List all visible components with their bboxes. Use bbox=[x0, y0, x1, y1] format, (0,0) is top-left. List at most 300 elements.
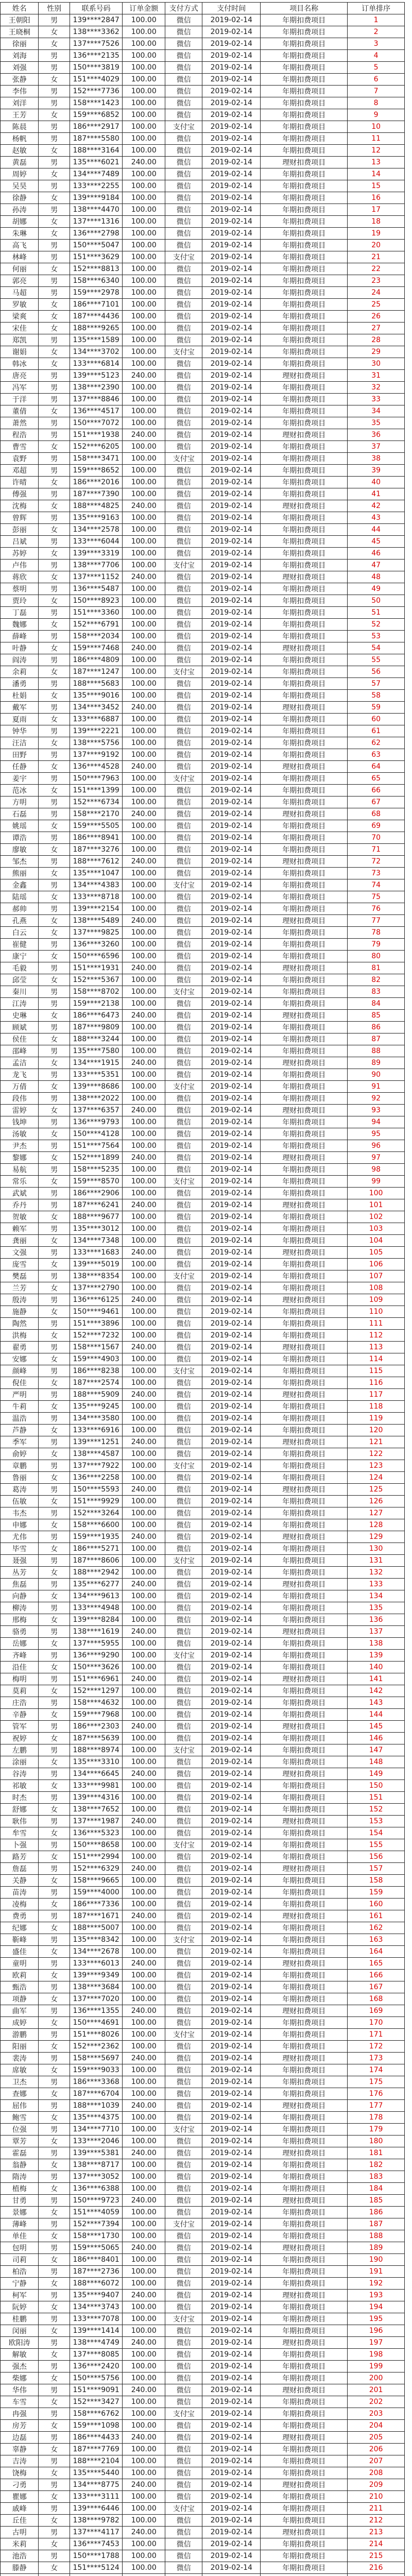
cell-item[interactable]: 年期扣费项目 bbox=[261, 1330, 348, 1342]
cell-phone[interactable]: 158****2170 bbox=[70, 808, 123, 820]
table-row[interactable] bbox=[1, 251, 405, 263]
cell-item[interactable]: 理财扣费项目 bbox=[261, 1626, 348, 1638]
cell-pay-method[interactable]: 微信 bbox=[165, 808, 202, 820]
cell-name[interactable]: 董倩 bbox=[1, 405, 39, 417]
cell-amount[interactable]: 100.00 bbox=[123, 382, 165, 394]
cell-order-rank[interactable]: 43 bbox=[348, 512, 405, 524]
cell-sex[interactable]: 女 bbox=[39, 2562, 70, 2574]
cell-order-rank[interactable]: 129 bbox=[348, 1531, 405, 1543]
cell-sex[interactable]: 女 bbox=[39, 619, 70, 631]
cell-sex[interactable]: 女 bbox=[39, 951, 70, 962]
cell-sex[interactable]: 女 bbox=[39, 1259, 70, 1270]
cell-pay-method[interactable]: 支付宝 bbox=[165, 121, 202, 133]
cell-order-rank[interactable]: 82 bbox=[348, 974, 405, 986]
cell-name[interactable]: 祁敏 bbox=[1, 1780, 39, 1792]
cell-order-rank[interactable]: 158 bbox=[348, 1875, 405, 1887]
cell-pay-method[interactable]: 微信 bbox=[165, 1899, 202, 1910]
cell-name[interactable]: 欧莉 bbox=[1, 1970, 39, 1981]
table-row[interactable] bbox=[1, 1081, 405, 1093]
cell-phone[interactable]: 136****9290 bbox=[70, 1650, 123, 1662]
cell-amount[interactable]: 100.00 bbox=[123, 1638, 165, 1650]
cell-order-rank[interactable]: 55 bbox=[348, 654, 405, 666]
cell-pay-method[interactable]: 微信 bbox=[165, 631, 202, 642]
cell-sex[interactable]: 男 bbox=[39, 583, 70, 595]
cell-amount[interactable]: 100.00 bbox=[123, 998, 165, 1010]
cell-sex[interactable]: 女 bbox=[39, 1211, 70, 1223]
cell-amount[interactable] bbox=[123, 2574, 165, 2576]
cell-phone[interactable]: 151****3360 bbox=[70, 607, 123, 619]
cell-sex[interactable]: 男 bbox=[39, 382, 70, 394]
cell-pay-time[interactable]: 2019-02-14 bbox=[202, 1993, 261, 2005]
cell-order-rank[interactable]: 210 bbox=[348, 2491, 405, 2503]
cell-order-rank[interactable]: 54 bbox=[348, 642, 405, 654]
cell-phone[interactable]: 139****8284 bbox=[70, 1614, 123, 1626]
table-row[interactable] bbox=[1, 1614, 405, 1626]
cell-pay-time[interactable]: 2019-02-14 bbox=[202, 737, 261, 749]
cell-item[interactable]: 年期扣费项目 bbox=[261, 595, 348, 607]
cell-item[interactable]: 年期扣费项目 bbox=[261, 1022, 348, 1033]
cell-item[interactable]: 年期扣费项目 bbox=[261, 2254, 348, 2266]
cell-sex[interactable]: 男 bbox=[39, 832, 70, 844]
cell-amount[interactable]: 100.00 bbox=[123, 939, 165, 951]
cell-pay-method[interactable]: 支付宝 bbox=[165, 986, 202, 998]
table-row[interactable] bbox=[1, 2017, 405, 2029]
table-row[interactable] bbox=[1, 38, 405, 50]
cell-name[interactable]: 安娜 bbox=[1, 1353, 39, 1365]
cell-pay-method[interactable]: 微信 bbox=[165, 2479, 202, 2491]
cell-sex[interactable]: 男 bbox=[39, 1164, 70, 1176]
cell-pay-time[interactable]: 2019-02-14 bbox=[202, 844, 261, 856]
cell-pay-time[interactable]: 2019-02-14 bbox=[202, 2218, 261, 2230]
cell-phone[interactable]: 135****1589 bbox=[70, 334, 123, 346]
cell-pay-method[interactable]: 微信 bbox=[165, 1733, 202, 1744]
cell-sex[interactable]: 男 bbox=[39, 394, 70, 405]
cell-pay-method[interactable]: 微信 bbox=[165, 1863, 202, 1875]
cell-amount[interactable]: 100.00 bbox=[123, 2041, 165, 2053]
cell-pay-time[interactable]: 2019-02-14 bbox=[202, 1116, 261, 1128]
table-row[interactable] bbox=[1, 1792, 405, 1804]
cell-pay-method[interactable]: 微信 bbox=[165, 642, 202, 654]
cell-item[interactable]: 年期扣费项目 bbox=[261, 2515, 348, 2527]
table-row[interactable] bbox=[1, 1176, 405, 1188]
cell-pay-time[interactable]: 2019-02-14 bbox=[202, 2100, 261, 2112]
cell-pay-method[interactable]: 微信 bbox=[165, 2195, 202, 2207]
cell-name[interactable]: 史琳 bbox=[1, 1010, 39, 1022]
cell-order-rank[interactable]: 131 bbox=[348, 1555, 405, 1567]
cell-sex[interactable]: 女 bbox=[39, 2183, 70, 2195]
cell-amount[interactable]: 240.00 bbox=[123, 2337, 165, 2349]
cell-name[interactable]: 时杰 bbox=[1, 1792, 39, 1804]
cell-pay-method[interactable]: 微信 bbox=[165, 192, 202, 204]
cell-item[interactable]: 理财扣费项目 bbox=[261, 1579, 348, 1590]
table-row[interactable] bbox=[1, 287, 405, 299]
cell-phone[interactable]: 133****8718 bbox=[70, 891, 123, 903]
cell-name[interactable]: 赵敏 bbox=[1, 145, 39, 157]
cell-phone[interactable]: 188****3244 bbox=[70, 1033, 123, 1045]
cell-order-rank[interactable]: 214 bbox=[348, 2538, 405, 2550]
cell-name[interactable]: 姜宇 bbox=[1, 773, 39, 785]
cell-name[interactable]: 齐峰 bbox=[1, 1650, 39, 1662]
cell-pay-time[interactable] bbox=[202, 2574, 261, 2576]
cell-pay-time[interactable]: 2019-02-14 bbox=[202, 1342, 261, 1353]
table-row[interactable] bbox=[1, 62, 405, 74]
cell-pay-method[interactable]: 微信 bbox=[165, 1116, 202, 1128]
cell-item[interactable]: 年期扣费项目 bbox=[261, 1033, 348, 1045]
cell-sex[interactable]: 男 bbox=[39, 536, 70, 548]
cell-sex[interactable]: 女 bbox=[39, 868, 70, 879]
cell-name[interactable]: 屈伟 bbox=[1, 2100, 39, 2112]
cell-sex[interactable]: 女 bbox=[39, 1733, 70, 1744]
cell-amount[interactable]: 100.00 bbox=[123, 2266, 165, 2278]
cell-phone[interactable]: 139****5381 bbox=[70, 2147, 123, 2159]
cell-item[interactable]: 年期扣费项目 bbox=[261, 2112, 348, 2124]
cell-order-rank[interactable]: 106 bbox=[348, 1259, 405, 1270]
table-row[interactable] bbox=[1, 2527, 405, 2538]
cell-name[interactable]: 段伟 bbox=[1, 1093, 39, 1105]
cell-sex[interactable]: 男 bbox=[39, 2432, 70, 2444]
cell-pay-time[interactable]: 2019-02-14 bbox=[202, 1247, 261, 1259]
table-row[interactable] bbox=[1, 619, 405, 631]
cell-item[interactable]: 理财扣费项目 bbox=[261, 2147, 348, 2159]
cell-name[interactable]: 莫莉 bbox=[1, 1685, 39, 1697]
cell-order-rank[interactable]: 112 bbox=[348, 1330, 405, 1342]
cell-order-rank[interactable]: 92 bbox=[348, 1093, 405, 1105]
table-row[interactable] bbox=[1, 2420, 405, 2432]
cell-pay-time[interactable]: 2019-02-14 bbox=[202, 157, 261, 168]
cell-name[interactable]: 韦杰 bbox=[1, 1507, 39, 1519]
cell-pay-time[interactable]: 2019-02-14 bbox=[202, 1306, 261, 1318]
cell-name[interactable]: 费勇 bbox=[1, 1910, 39, 1922]
table-row[interactable] bbox=[1, 2005, 405, 2017]
cell-order-rank[interactable]: 215 bbox=[348, 2550, 405, 2562]
cell-pay-time[interactable]: 2019-02-14 bbox=[202, 358, 261, 370]
cell-pay-time[interactable]: 2019-02-14 bbox=[202, 2017, 261, 2029]
cell-order-rank[interactable]: 151 bbox=[348, 1792, 405, 1804]
cell-amount[interactable]: 100.00 bbox=[123, 240, 165, 251]
cell-sex[interactable]: 男 bbox=[39, 1958, 70, 1970]
table-row[interactable] bbox=[1, 2136, 405, 2147]
cell-pay-time[interactable]: 2019-02-14 bbox=[202, 1176, 261, 1188]
cell-phone[interactable]: 139****3319 bbox=[70, 548, 123, 560]
cell-name[interactable]: 路芳 bbox=[1, 1851, 39, 1863]
cell-item[interactable]: 年期扣费项目 bbox=[261, 1839, 348, 1851]
cell-phone[interactable]: 133****2046 bbox=[70, 2136, 123, 2147]
cell-name[interactable]: 林峰 bbox=[1, 251, 39, 263]
cell-pay-time[interactable]: 2019-02-14 bbox=[202, 1899, 261, 1910]
cell-name[interactable]: 洪梅 bbox=[1, 1330, 39, 1342]
cell-order-rank[interactable]: 196 bbox=[348, 2325, 405, 2337]
cell-item[interactable]: 年期扣费项目 bbox=[261, 1045, 348, 1057]
table-row[interactable] bbox=[1, 1105, 405, 1116]
cell-name[interactable]: 骆勇 bbox=[1, 1626, 39, 1638]
table-row[interactable] bbox=[1, 2278, 405, 2290]
cell-phone[interactable]: 137****3052 bbox=[70, 2171, 123, 2183]
cell-phone[interactable]: 158****2034 bbox=[70, 631, 123, 642]
cell-pay-time[interactable]: 2019-02-14 bbox=[202, 1875, 261, 1887]
cell-sex[interactable]: 女 bbox=[39, 785, 70, 796]
cell-order-rank[interactable]: 102 bbox=[348, 1211, 405, 1223]
table-row[interactable] bbox=[1, 1626, 405, 1638]
cell-item[interactable]: 年期扣费项目 bbox=[261, 1507, 348, 1519]
cell-sex[interactable]: 女 bbox=[39, 844, 70, 856]
cell-name[interactable]: 兰芳 bbox=[1, 1282, 39, 1294]
cell-item[interactable]: 年期扣费项目 bbox=[261, 2467, 348, 2479]
table-row[interactable] bbox=[1, 1294, 405, 1306]
cell-amount[interactable]: 100.00 bbox=[123, 2550, 165, 2562]
cell-pay-time[interactable]: 2019-02-14 bbox=[202, 2124, 261, 2136]
cell-item[interactable]: 年期扣费项目 bbox=[261, 1306, 348, 1318]
cell-phone[interactable]: 135****6021 bbox=[70, 157, 123, 168]
cell-pay-time[interactable]: 2019-02-14 bbox=[202, 204, 261, 216]
cell-name[interactable]: 袁野 bbox=[1, 453, 39, 465]
cell-sex[interactable]: 女 bbox=[39, 1235, 70, 1247]
cell-pay-time[interactable]: 2019-02-14 bbox=[202, 1057, 261, 1069]
cell-item[interactable]: 理财扣费项目 bbox=[261, 1958, 348, 1970]
cell-name[interactable]: 魏娜 bbox=[1, 619, 39, 631]
cell-item[interactable]: 年期扣费项目 bbox=[261, 2278, 348, 2290]
cell-pay-method[interactable]: 微信 bbox=[165, 1993, 202, 2005]
cell-item[interactable]: 年期扣费项目 bbox=[261, 796, 348, 808]
cell-name[interactable]: 鲁丽 bbox=[1, 1472, 39, 1484]
cell-item[interactable]: 理财扣费项目 bbox=[261, 761, 348, 773]
cell-item[interactable]: 年期扣费项目 bbox=[261, 1685, 348, 1697]
cell-order-rank[interactable]: 71 bbox=[348, 844, 405, 856]
cell-item[interactable]: 年期扣费项目 bbox=[261, 1614, 348, 1626]
cell-pay-time[interactable]: 2019-02-14 bbox=[202, 2254, 261, 2266]
cell-order-rank[interactable]: 189 bbox=[348, 2242, 405, 2254]
cell-item[interactable]: 年期扣费项目 bbox=[261, 939, 348, 951]
cell-phone[interactable]: 187****9809 bbox=[70, 1022, 123, 1033]
cell-phone[interactable]: 186****8238 bbox=[70, 1365, 123, 1377]
cell-phone[interactable]: 150****3626 bbox=[70, 1662, 123, 1673]
cell-name[interactable]: 谢娟 bbox=[1, 346, 39, 358]
cell-pay-method[interactable]: 微信 bbox=[165, 2349, 202, 2361]
cell-pay-time[interactable]: 2019-02-14 bbox=[202, 2503, 261, 2515]
cell-order-rank[interactable]: 132 bbox=[348, 1567, 405, 1579]
cell-item[interactable]: 年期扣费项目 bbox=[261, 903, 348, 915]
cell-amount[interactable]: 100.00 bbox=[123, 394, 165, 405]
cell-pay-method[interactable]: 微信 bbox=[165, 2444, 202, 2455]
cell-item[interactable]: 理财扣费项目 bbox=[261, 808, 348, 820]
cell-pay-method[interactable]: 微信 bbox=[165, 903, 202, 915]
cell-pay-time[interactable]: 2019-02-14 bbox=[202, 642, 261, 654]
cell-pay-time[interactable]: 2019-02-14 bbox=[202, 1567, 261, 1579]
cell-item[interactable]: 年期扣费项目 bbox=[261, 2207, 348, 2218]
cell-item[interactable]: 年期扣费项目 bbox=[261, 1744, 348, 1756]
cell-pay-time[interactable]: 2019-02-14 bbox=[202, 1981, 261, 1993]
cell-amount[interactable]: 100.00 bbox=[123, 903, 165, 915]
cell-name[interactable]: 裴涛 bbox=[1, 2053, 39, 2064]
cell-amount[interactable]: 240.00 bbox=[123, 571, 165, 583]
cell-name[interactable]: 章鹏 bbox=[1, 1460, 39, 1472]
cell-pay-time[interactable]: 2019-02-14 bbox=[202, 998, 261, 1010]
cell-pay-method[interactable]: 支付宝 bbox=[165, 560, 202, 571]
cell-name[interactable]: 童明 bbox=[1, 1958, 39, 1970]
cell-sex[interactable]: 女 bbox=[39, 1152, 70, 1164]
table-row[interactable] bbox=[1, 2207, 405, 2218]
cell-order-rank[interactable]: 211 bbox=[348, 2503, 405, 2515]
table-row[interactable] bbox=[1, 240, 405, 251]
cell-pay-method[interactable]: 微信 bbox=[165, 275, 202, 287]
table-row[interactable] bbox=[1, 725, 405, 737]
table-row[interactable] bbox=[1, 2171, 405, 2183]
cell-pay-method[interactable]: 微信 bbox=[165, 761, 202, 773]
cell-order-rank[interactable]: 121 bbox=[348, 1436, 405, 1448]
cell-item[interactable]: 理财扣费项目 bbox=[261, 1010, 348, 1022]
table-row[interactable] bbox=[1, 2064, 405, 2076]
cell-item[interactable]: 年期扣费项目 bbox=[261, 1709, 348, 1721]
cell-order-rank[interactable]: 46 bbox=[348, 548, 405, 560]
cell-phone[interactable]: 158****9665 bbox=[70, 1875, 123, 1887]
table-row[interactable] bbox=[1, 1045, 405, 1057]
cell-name[interactable]: 吉涛 bbox=[1, 2455, 39, 2467]
cell-phone[interactable]: 136****2135 bbox=[70, 50, 123, 62]
cell-pay-time[interactable]: 2019-02-14 bbox=[202, 1496, 261, 1507]
cell-pay-method[interactable]: 支付宝 bbox=[165, 251, 202, 263]
cell-sex[interactable]: 男 bbox=[39, 1910, 70, 1922]
cell-phone[interactable]: 139****2221 bbox=[70, 725, 123, 737]
cell-pay-time[interactable]: 2019-02-14 bbox=[202, 1164, 261, 1176]
cell-name[interactable]: 关静 bbox=[1, 1875, 39, 1887]
cell-pay-method[interactable]: 微信 bbox=[165, 998, 202, 1010]
cell-order-rank[interactable]: 187 bbox=[348, 2218, 405, 2230]
cell-phone[interactable]: 136****6388 bbox=[70, 2183, 123, 2195]
cell-pay-time[interactable]: 2019-02-14 bbox=[202, 690, 261, 702]
cell-pay-time[interactable]: 2019-02-14 bbox=[202, 2432, 261, 2444]
cell-order-rank[interactable]: 98 bbox=[348, 1164, 405, 1176]
cell-amount[interactable]: 240.00 bbox=[123, 1199, 165, 1211]
cell-pay-time[interactable]: 2019-02-14 bbox=[202, 1602, 261, 1614]
cell-pay-time[interactable]: 2019-02-14 bbox=[202, 1673, 261, 1685]
cell-amount[interactable]: 100.00 bbox=[123, 453, 165, 465]
cell-amount[interactable]: 100.00 bbox=[123, 121, 165, 133]
cell-name[interactable]: 温浩 bbox=[1, 1413, 39, 1425]
table-row[interactable] bbox=[1, 1353, 405, 1365]
cell-name[interactable]: 柳涛 bbox=[1, 1602, 39, 1614]
header-cell-amount[interactable]: 订单金额 bbox=[123, 3, 165, 14]
cell-item[interactable]: 理财扣费项目 bbox=[261, 1768, 348, 1780]
table-row[interactable] bbox=[1, 1377, 405, 1389]
cell-amount[interactable]: 100.00 bbox=[123, 2515, 165, 2527]
cell-pay-method[interactable]: 微信 bbox=[165, 14, 202, 26]
cell-amount[interactable]: 100.00 bbox=[123, 1899, 165, 1910]
cell-name[interactable]: 席敏 bbox=[1, 2064, 39, 2076]
cell-pay-method[interactable]: 微信 bbox=[165, 2372, 202, 2384]
cell-sex[interactable]: 男 bbox=[39, 2171, 70, 2183]
cell-pay-time[interactable]: 2019-02-14 bbox=[202, 1721, 261, 1733]
cell-sex[interactable]: 男 bbox=[39, 1294, 70, 1306]
cell-item[interactable]: 年期扣费项目 bbox=[261, 228, 348, 240]
cell-name[interactable]: 卢伟 bbox=[1, 560, 39, 571]
cell-name[interactable]: 向静 bbox=[1, 1590, 39, 1602]
cell-order-rank[interactable]: 185 bbox=[348, 2195, 405, 2207]
cell-pay-method[interactable]: 微信 bbox=[165, 1638, 202, 1650]
cell-name[interactable]: 霍磊 bbox=[1, 2147, 39, 2159]
cell-pay-time[interactable]: 2019-02-14 bbox=[202, 1543, 261, 1555]
cell-pay-time[interactable]: 2019-02-14 bbox=[202, 1910, 261, 1922]
table-row[interactable] bbox=[1, 1199, 405, 1211]
cell-name[interactable]: 何丽 bbox=[1, 263, 39, 275]
cell-phone[interactable]: 188****5683 bbox=[70, 678, 123, 690]
cell-order-rank[interactable]: 65 bbox=[348, 773, 405, 785]
cell-item[interactable]: 年期扣费项目 bbox=[261, 14, 348, 26]
table-row[interactable] bbox=[1, 453, 405, 465]
cell-name[interactable]: 阮婷 bbox=[1, 2301, 39, 2313]
cell-item[interactable]: 理财扣费项目 bbox=[261, 2242, 348, 2254]
table-row[interactable] bbox=[1, 1472, 405, 1484]
cell-item[interactable]: 年期扣费项目 bbox=[261, 74, 348, 86]
cell-phone[interactable]: 187****1247 bbox=[70, 666, 123, 678]
cell-pay-method[interactable]: 微信 bbox=[165, 1697, 202, 1709]
cell-order-rank[interactable]: 145 bbox=[348, 1721, 405, 1733]
cell-pay-method[interactable]: 支付宝 bbox=[165, 1081, 202, 1093]
table-row[interactable] bbox=[1, 595, 405, 607]
cell-pay-method[interactable]: 微信 bbox=[165, 50, 202, 62]
cell-pay-time[interactable]: 2019-02-14 bbox=[202, 382, 261, 394]
cell-amount[interactable]: 100.00 bbox=[123, 548, 165, 560]
cell-item[interactable]: 年期扣费项目 bbox=[261, 346, 348, 358]
cell-item[interactable]: 年期扣费项目 bbox=[261, 287, 348, 299]
cell-order-rank[interactable]: 203 bbox=[348, 2408, 405, 2420]
cell-amount[interactable]: 100.00 bbox=[123, 2017, 165, 2029]
cell-order-rank[interactable]: 73 bbox=[348, 868, 405, 879]
cell-amount[interactable]: 100.00 bbox=[123, 1922, 165, 1934]
cell-sex[interactable]: 女 bbox=[39, 1851, 70, 1863]
cell-name[interactable]: 华伟 bbox=[1, 2384, 39, 2396]
table-row[interactable] bbox=[1, 737, 405, 749]
cell-order-rank[interactable]: 78 bbox=[348, 927, 405, 939]
table-row[interactable] bbox=[1, 441, 405, 453]
cell-name[interactable]: 罗敏 bbox=[1, 299, 39, 311]
cell-order-rank[interactable]: 15 bbox=[348, 180, 405, 192]
cell-name[interactable]: 戚峰 bbox=[1, 2503, 39, 2515]
cell-sex[interactable]: 女 bbox=[39, 1105, 70, 1116]
cell-pay-time[interactable]: 2019-02-14 bbox=[202, 2290, 261, 2301]
cell-order-rank[interactable]: 141 bbox=[348, 1673, 405, 1685]
cell-phone[interactable]: 159****2978 bbox=[70, 287, 123, 299]
cell-name[interactable]: 薄峰 bbox=[1, 2218, 39, 2230]
cell-pay-method[interactable]: 微信 bbox=[165, 2076, 202, 2088]
cell-phone[interactable]: 133****6916 bbox=[70, 1425, 123, 1436]
cell-item[interactable]: 年期扣费项目 bbox=[261, 1602, 348, 1614]
cell-pay-method[interactable]: 微信 bbox=[165, 2432, 202, 2444]
cell-amount[interactable]: 100.00 bbox=[123, 299, 165, 311]
cell-pay-time[interactable]: 2019-02-14 bbox=[202, 2183, 261, 2195]
cell-sex[interactable]: 男 bbox=[39, 1650, 70, 1662]
table-row[interactable] bbox=[1, 927, 405, 939]
cell-amount[interactable]: 240.00 bbox=[123, 1152, 165, 1164]
cell-name[interactable]: 邓超 bbox=[1, 465, 39, 477]
cell-item[interactable]: 理财扣费项目 bbox=[261, 2100, 348, 2112]
cell-order-rank[interactable]: 76 bbox=[348, 903, 405, 915]
cell-sex[interactable]: 男 bbox=[39, 50, 70, 62]
cell-pay-method[interactable]: 微信 bbox=[165, 1010, 202, 1022]
cell-pay-time[interactable]: 2019-02-14 bbox=[202, 773, 261, 785]
cell-amount[interactable]: 100.00 bbox=[123, 2503, 165, 2515]
cell-order-rank[interactable]: 164 bbox=[348, 1946, 405, 1958]
cell-phone[interactable]: 139****4316 bbox=[70, 1792, 123, 1804]
cell-item[interactable]: 年期扣费项目 bbox=[261, 2491, 348, 2503]
cell-amount[interactable]: 100.00 bbox=[123, 1602, 165, 1614]
cell-pay-method[interactable]: 微信 bbox=[165, 477, 202, 488]
cell-name[interactable]: 包明 bbox=[1, 2242, 39, 2254]
cell-name[interactable]: 徐静 bbox=[1, 192, 39, 204]
cell-pay-method[interactable]: 微信 bbox=[165, 1353, 202, 1365]
cell-amount[interactable]: 100.00 bbox=[123, 2124, 165, 2136]
cell-item[interactable]: 年期扣费项目 bbox=[261, 465, 348, 477]
cell-name[interactable]: 雷婷 bbox=[1, 1105, 39, 1116]
cell-order-rank[interactable]: 79 bbox=[348, 939, 405, 951]
